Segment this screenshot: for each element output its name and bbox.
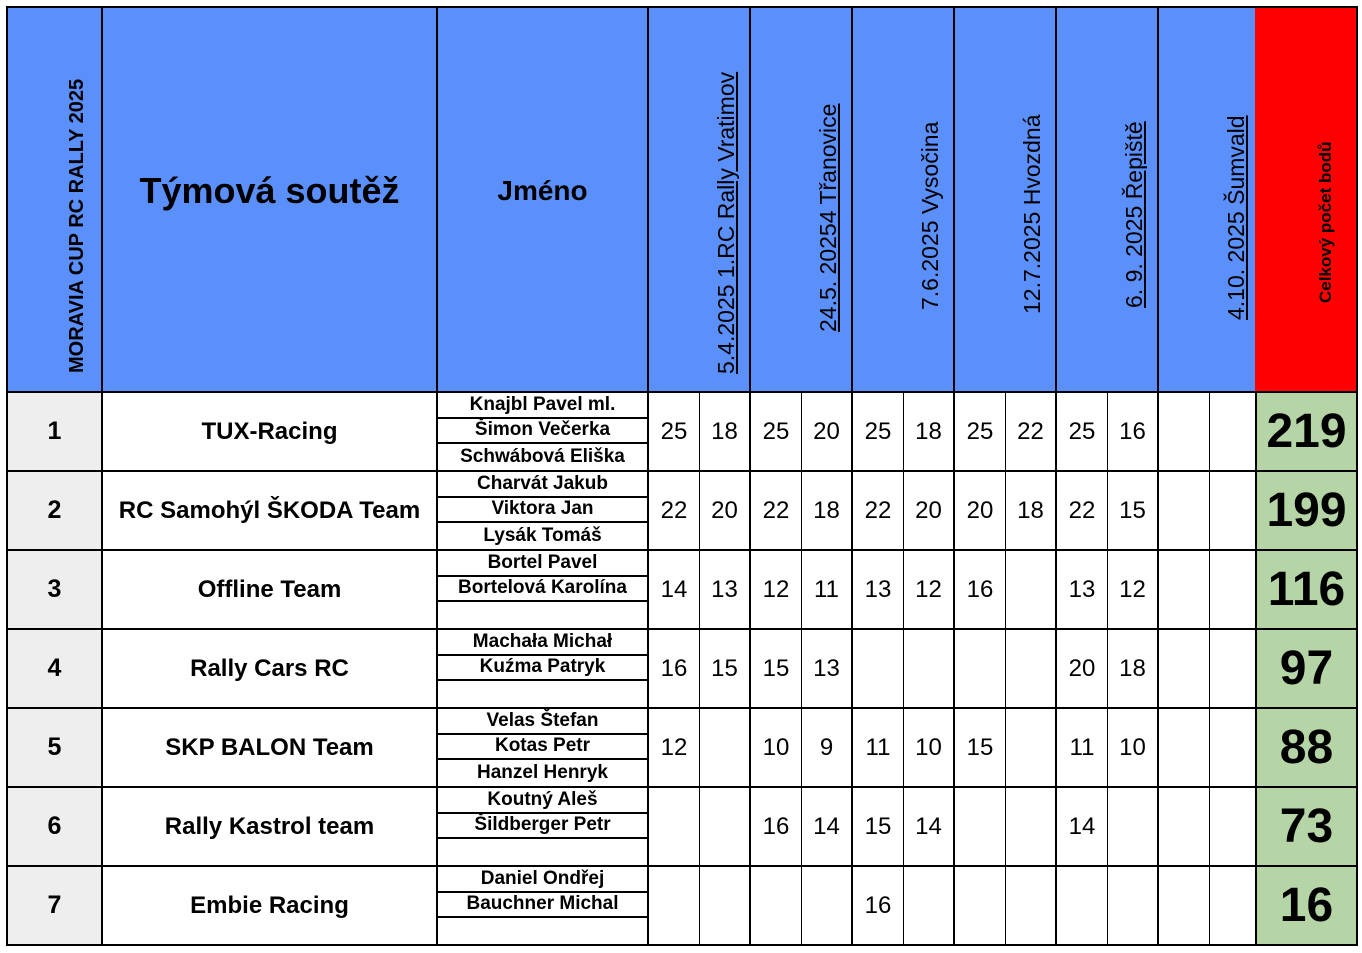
points-cell: 10 <box>904 709 955 788</box>
team-member-name: Bortel Pavel <box>438 551 647 577</box>
rank-cell: 2 <box>6 472 103 551</box>
name-column-title: Jméno <box>497 174 588 206</box>
points-cell: 18 <box>904 393 955 472</box>
points-cell <box>1006 867 1057 946</box>
rank-cell: 6 <box>6 788 103 867</box>
points-cell <box>1108 867 1159 946</box>
points-cell: 20 <box>700 472 751 551</box>
total-points-header <box>1255 6 1358 393</box>
event-title: 5.4.2025 1.RC Rally Vratimov <box>713 71 739 374</box>
team-member-name: Hanzel Henryk <box>477 762 608 784</box>
points-cell: 15 <box>751 630 802 709</box>
members-cell <box>438 472 649 551</box>
points-cell: 25 <box>955 393 1006 472</box>
cup-title-header <box>6 6 103 393</box>
members-cell <box>438 393 649 472</box>
total-points-cell: 97 <box>1255 630 1358 709</box>
points-cell <box>751 867 802 946</box>
points-cell <box>904 867 955 946</box>
points-cell <box>1210 630 1261 709</box>
points-cell <box>1159 630 1210 709</box>
points-cell <box>802 867 853 946</box>
event-header-6 <box>1159 6 1261 393</box>
team-member-name: Koutný Aleš <box>438 788 647 814</box>
points-cell: 12 <box>649 709 700 788</box>
team-member-name: Šimon Večerka <box>438 419 647 445</box>
points-cell: 18 <box>700 393 751 472</box>
event-header-4 <box>955 6 1057 393</box>
team-member-name <box>438 918 647 944</box>
points-cell: 22 <box>1006 393 1057 472</box>
points-cell: 15 <box>853 788 904 867</box>
points-cell: 14 <box>802 788 853 867</box>
points-cell <box>904 630 955 709</box>
team-member-name: Charvát Jakub <box>438 472 647 498</box>
total-points-cell: 88 <box>1255 709 1358 788</box>
points-cell: 18 <box>1006 472 1057 551</box>
team-name-cell: Rally Cars RC <box>103 630 438 709</box>
event-title: 4.10. 2025 Šumvald <box>1223 115 1249 320</box>
event-title: 7.6.2025 Vysočina <box>917 121 943 310</box>
points-cell: 14 <box>1057 788 1108 867</box>
points-cell: 12 <box>751 551 802 630</box>
points-cell: 22 <box>751 472 802 551</box>
event-title: 12.7.2025 Hvozdná <box>1019 114 1045 314</box>
event-title: 6. 9. 2025 Řepiště <box>1121 121 1147 308</box>
members-cell <box>438 551 649 630</box>
points-cell <box>700 709 751 788</box>
points-cell: 10 <box>1108 709 1159 788</box>
points-cell: 13 <box>700 551 751 630</box>
points-cell: 10 <box>751 709 802 788</box>
team-name-cell: RC Samohýl ŠKODA Team <box>103 472 438 551</box>
points-cell <box>1006 551 1057 630</box>
points-cell: 20 <box>1057 630 1108 709</box>
points-cell <box>1210 393 1261 472</box>
points-cell: 18 <box>802 472 853 551</box>
points-cell: 25 <box>853 393 904 472</box>
team-member-name: Knajbl Pavel ml. <box>438 393 647 419</box>
team-name-cell: Rally Kastrol team <box>103 788 438 867</box>
points-cell <box>853 630 904 709</box>
rank-cell: 7 <box>6 867 103 946</box>
total-points-title: Celkový počet bodů <box>1316 141 1335 303</box>
points-cell: 11 <box>853 709 904 788</box>
points-cell: 14 <box>904 788 955 867</box>
rank-cell: 4 <box>6 630 103 709</box>
team-member-name: Bortelová Karolína <box>438 577 647 603</box>
points-cell: 11 <box>802 551 853 630</box>
members-cell <box>438 788 649 867</box>
points-cell: 9 <box>802 709 853 788</box>
team-competition-header <box>103 6 438 393</box>
team-member-name: Lysák Tomáš <box>483 525 602 547</box>
points-cell: 25 <box>649 393 700 472</box>
points-cell: 22 <box>853 472 904 551</box>
name-header <box>438 6 649 393</box>
points-cell: 16 <box>853 867 904 946</box>
team-name-cell: TUX-Racing <box>103 393 438 472</box>
team-member-name <box>438 602 647 628</box>
points-cell <box>1210 867 1261 946</box>
team-member-name: Bauchner Michal <box>438 893 647 919</box>
points-cell <box>649 788 700 867</box>
points-cell <box>1108 788 1159 867</box>
points-cell <box>1159 472 1210 551</box>
points-cell: 15 <box>1108 472 1159 551</box>
team-member-name: Šildberger Petr <box>438 814 647 840</box>
points-cell: 18 <box>1108 630 1159 709</box>
team-member-name: Daniel Ondřej <box>438 867 647 893</box>
event-header-1 <box>649 6 751 393</box>
total-points-cell: 219 <box>1255 393 1358 472</box>
team-member-name: Schwábová Eliška <box>460 446 625 468</box>
points-cell: 16 <box>751 788 802 867</box>
points-cell: 12 <box>904 551 955 630</box>
event-title: 24.5. 20254 Třanovice <box>815 103 841 332</box>
points-cell <box>1210 788 1261 867</box>
points-cell: 13 <box>853 551 904 630</box>
points-cell: 16 <box>649 630 700 709</box>
points-cell <box>1159 788 1210 867</box>
total-points-cell: 16 <box>1255 867 1358 946</box>
members-cell <box>438 709 649 788</box>
team-name-cell: Embie Racing <box>103 867 438 946</box>
team-member-name: Velas Štefan <box>438 709 647 735</box>
event-header-2 <box>751 6 853 393</box>
team-name-cell: SKP BALON Team <box>103 709 438 788</box>
points-cell <box>1006 709 1057 788</box>
points-cell <box>1159 393 1210 472</box>
total-points-cell: 73 <box>1255 788 1358 867</box>
total-points-cell: 116 <box>1255 551 1358 630</box>
points-cell: 16 <box>1108 393 1159 472</box>
points-cell <box>1159 709 1210 788</box>
points-cell: 12 <box>1108 551 1159 630</box>
points-cell: 13 <box>802 630 853 709</box>
points-cell: 15 <box>955 709 1006 788</box>
points-cell <box>700 788 751 867</box>
points-cell: 25 <box>1057 393 1108 472</box>
rank-cell: 1 <box>6 393 103 472</box>
points-cell: 25 <box>751 393 802 472</box>
points-cell: 22 <box>1057 472 1108 551</box>
points-cell <box>955 867 1006 946</box>
event-header-5 <box>1057 6 1159 393</box>
points-cell <box>1210 551 1261 630</box>
points-cell <box>649 867 700 946</box>
team-name-cell: Offline Team <box>103 551 438 630</box>
team-member-name: Machała Michał <box>438 630 647 656</box>
cup-title: MORAVIA CUP RC RALLY 2025 <box>66 78 88 373</box>
points-cell: 13 <box>1057 551 1108 630</box>
points-cell <box>955 788 1006 867</box>
points-cell <box>955 630 1006 709</box>
team-member-name: Kotas Petr <box>438 735 647 761</box>
points-cell <box>1159 867 1210 946</box>
team-member-name <box>438 839 647 865</box>
points-cell: 22 <box>649 472 700 551</box>
members-cell <box>438 630 649 709</box>
points-cell <box>1006 630 1057 709</box>
team-member-name <box>438 681 647 707</box>
points-cell: 16 <box>955 551 1006 630</box>
total-points-cell: 199 <box>1255 472 1358 551</box>
points-cell <box>1006 788 1057 867</box>
points-cell <box>1210 709 1261 788</box>
members-cell <box>438 867 649 946</box>
points-cell: 15 <box>700 630 751 709</box>
points-cell <box>1159 551 1210 630</box>
points-cell <box>1210 472 1261 551</box>
points-cell: 20 <box>802 393 853 472</box>
points-cell <box>1057 867 1108 946</box>
points-cell: 20 <box>904 472 955 551</box>
team-member-name: Viktora Jan <box>438 498 647 524</box>
rank-cell: 3 <box>6 551 103 630</box>
event-header-3 <box>853 6 955 393</box>
rank-cell: 5 <box>6 709 103 788</box>
team-member-name: Kuźma Patryk <box>438 656 647 682</box>
points-cell <box>700 867 751 946</box>
points-cell: 14 <box>649 551 700 630</box>
team-competition-title: Týmová soutěž <box>139 169 400 211</box>
points-cell: 20 <box>955 472 1006 551</box>
points-cell: 11 <box>1057 709 1108 788</box>
